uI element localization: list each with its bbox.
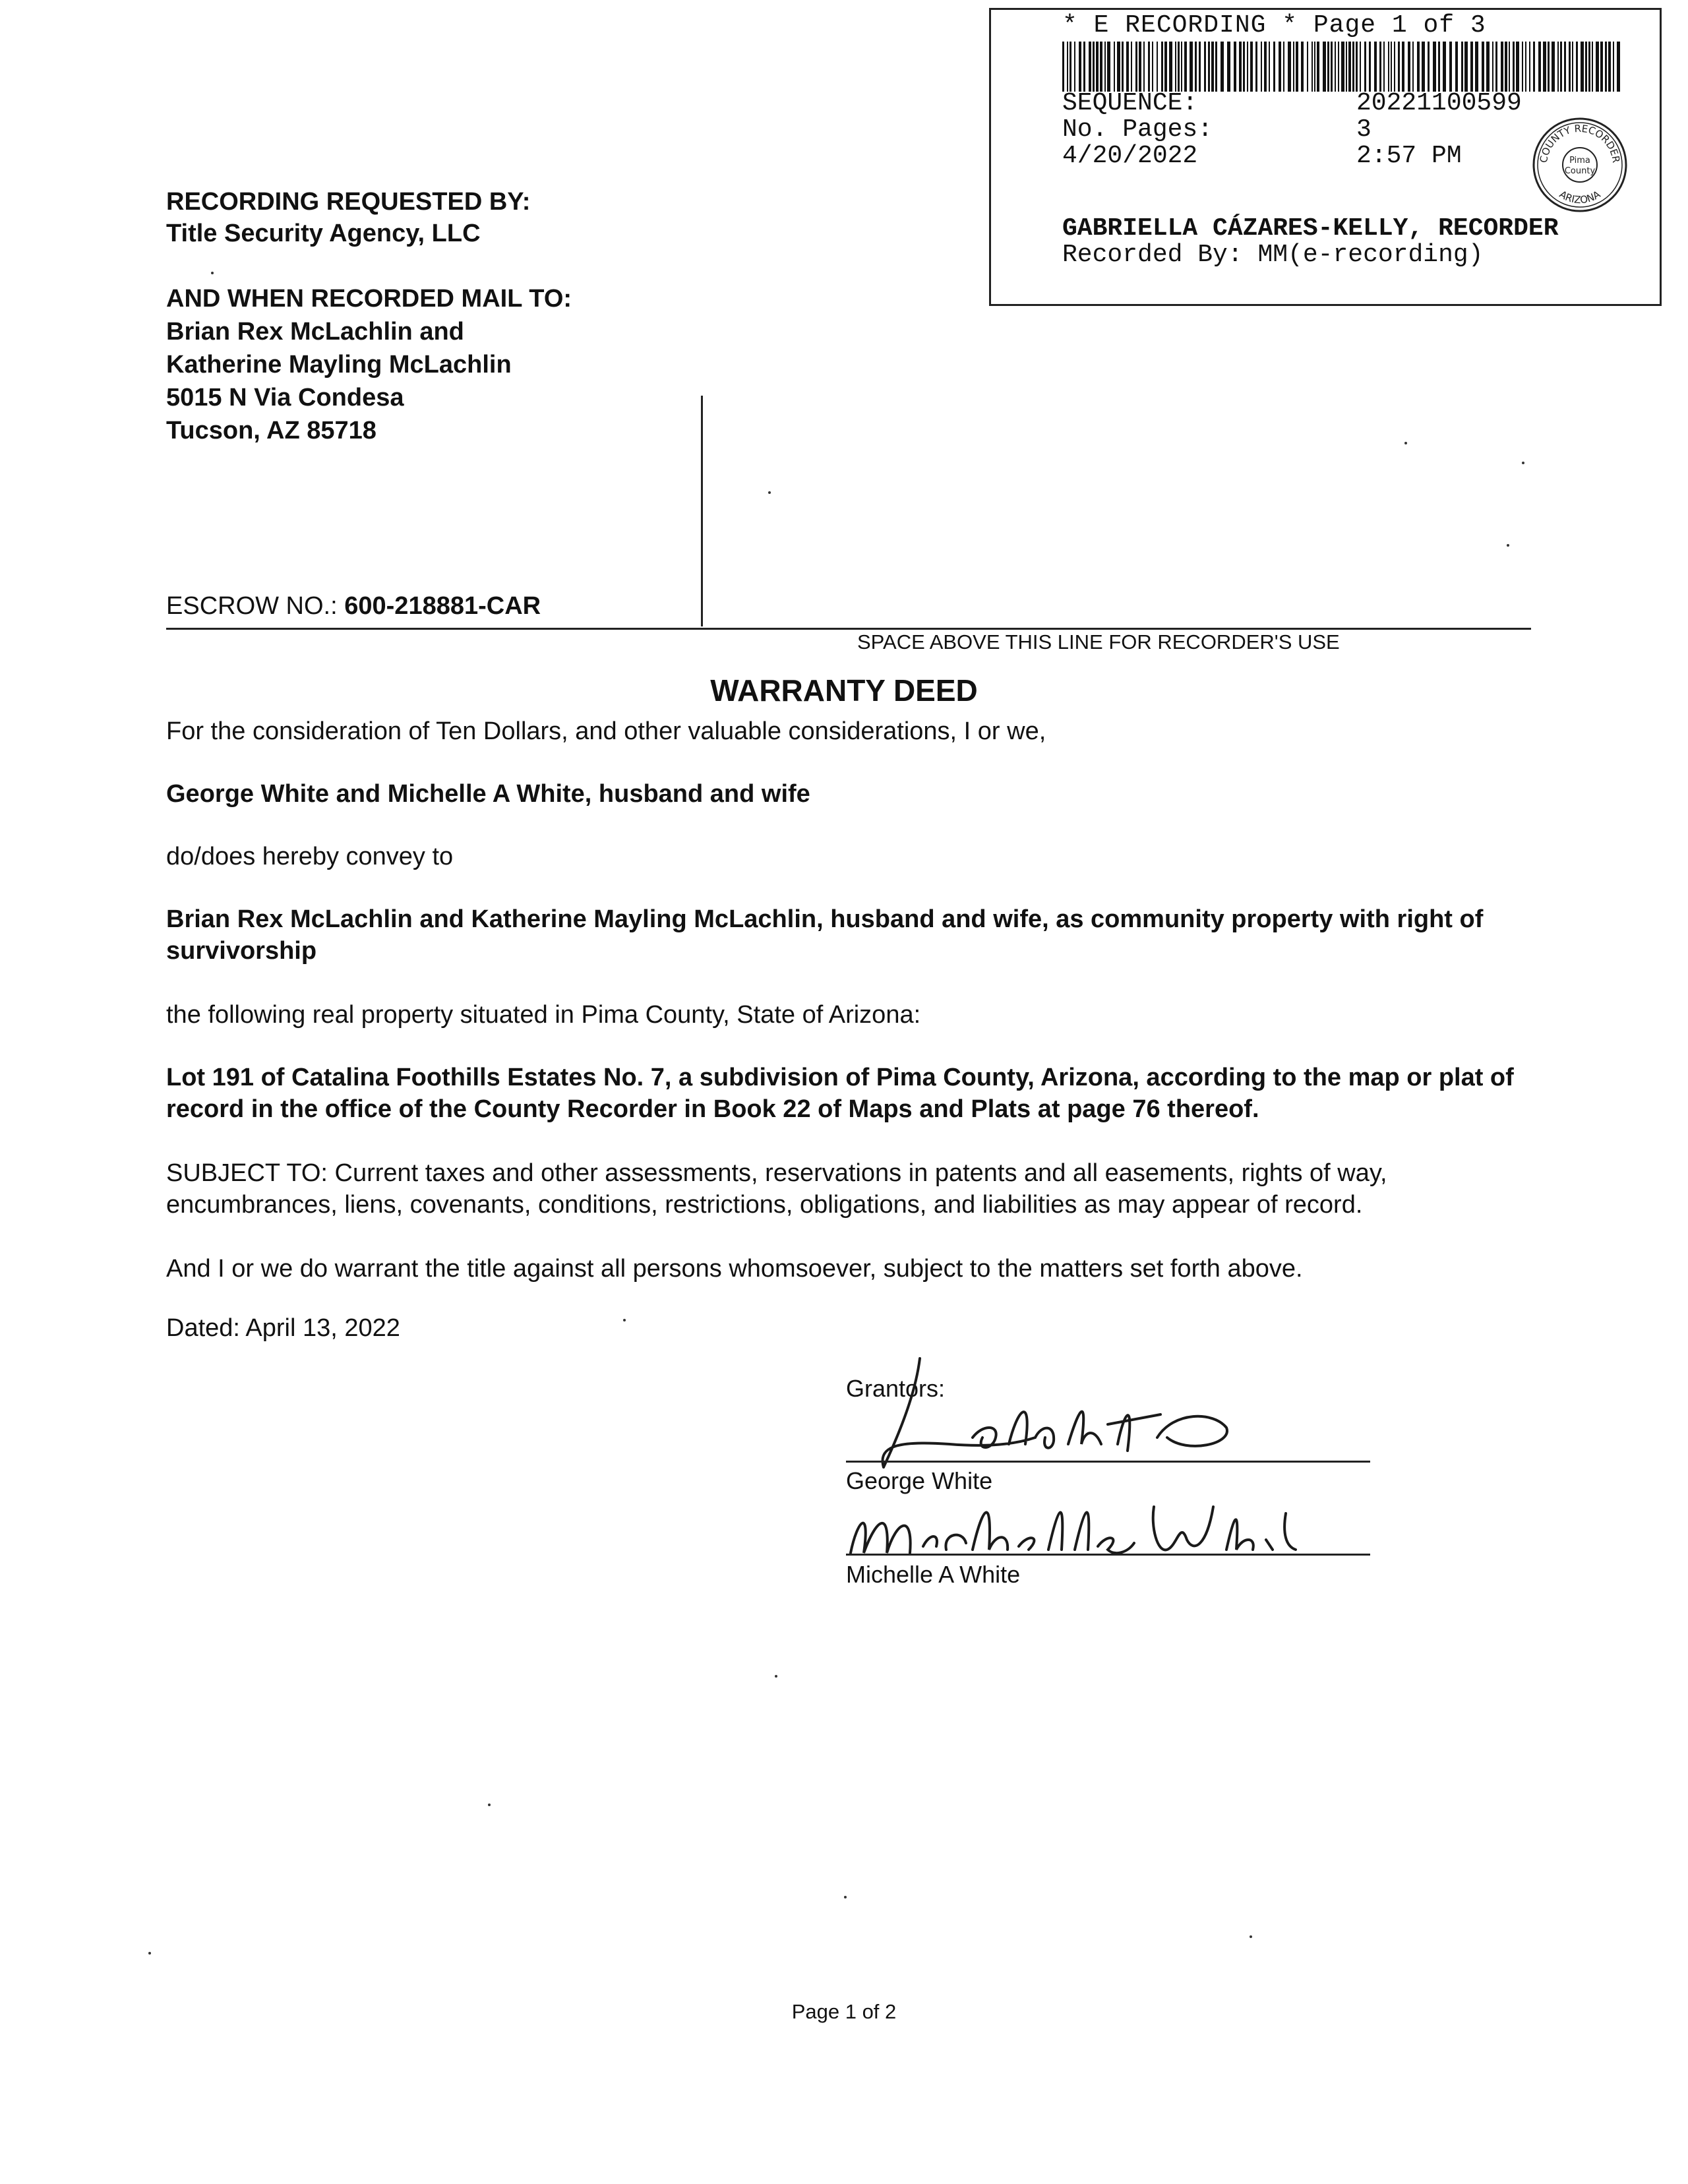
barcode-bar	[1293, 42, 1294, 92]
barcode-bar	[1356, 42, 1358, 92]
barcode-bar	[1428, 42, 1430, 92]
pages-label: No. Pages:	[1062, 115, 1213, 144]
barcode-bar	[1569, 42, 1571, 92]
barcode-bar	[1283, 42, 1284, 92]
barcode-bar	[1588, 42, 1590, 92]
signature-line-1	[846, 1461, 1370, 1463]
barcode-bar	[1126, 42, 1129, 92]
barcode	[1062, 42, 1624, 92]
barcode-bar	[1161, 42, 1163, 92]
barcode-bar	[1391, 42, 1392, 92]
barcode-bar	[1255, 42, 1257, 92]
barcode-bar	[1538, 42, 1541, 92]
scan-speck	[211, 272, 214, 274]
mail-to-label: AND WHEN RECORDED MAIL TO:	[166, 285, 572, 313]
barcode-bar	[1408, 42, 1410, 92]
barcode-bar	[1522, 42, 1523, 92]
barcode-bar	[1525, 42, 1526, 92]
county-recorder-seal	[1530, 115, 1629, 214]
barcode-bar	[1148, 42, 1150, 92]
barcode-bar	[1374, 42, 1377, 92]
barcode-bar	[1552, 42, 1555, 92]
michelle-white-signature	[831, 1480, 1306, 1569]
barcode-bar	[1264, 42, 1267, 92]
barcode-bar	[1100, 42, 1102, 92]
barcode-bar	[1062, 42, 1064, 92]
barcode-bar	[1501, 42, 1503, 92]
barcode-bar	[1307, 42, 1308, 92]
barcode-bar	[1227, 42, 1230, 92]
barcode-bar	[1383, 42, 1385, 92]
barcode-bar	[1184, 42, 1187, 92]
barcode-bar	[1301, 42, 1304, 92]
barcode-bar	[1157, 42, 1158, 92]
mail-to-line: 5015 N Via Condesa	[166, 384, 404, 411]
pages-value: 3	[1356, 115, 1372, 144]
mail-to-line: Katherine Mayling McLachlin	[166, 351, 512, 379]
barcode-bar	[1211, 42, 1214, 92]
barcode-bar	[1346, 42, 1347, 92]
barcode-bar	[1296, 42, 1298, 92]
barcode-bar	[1311, 42, 1313, 92]
scan-speck	[148, 1952, 151, 1955]
barcode-bar	[1576, 42, 1578, 92]
warranty-clause: And I or we do warrant the title against all persons whomsoever, subject to the matters set forth above.	[166, 1255, 1303, 1283]
barcode-bar	[1495, 42, 1497, 92]
barcode-bar	[1352, 42, 1354, 92]
barcode-bar	[1314, 42, 1315, 92]
barcode-bar	[1135, 42, 1137, 92]
mail-to-line: Brian Rex McLachlin and	[166, 318, 464, 346]
barcode-bar	[1067, 42, 1068, 92]
escrow-number	[166, 592, 541, 621]
barcode-bar	[1617, 42, 1620, 92]
signature-line-2	[846, 1554, 1370, 1556]
barcode-bar	[1327, 42, 1329, 92]
barcode-bar	[1331, 42, 1333, 92]
signer-name-george: George White	[846, 1467, 993, 1494]
barcode-bar	[1505, 42, 1507, 92]
barcode-bar	[1089, 42, 1091, 92]
barcode-bar	[1560, 42, 1562, 92]
barcode-bar	[1131, 42, 1132, 92]
scan-speck	[1522, 462, 1524, 464]
barcode-bar	[1433, 42, 1436, 92]
barcode-bar	[1438, 42, 1440, 92]
subject-to-clause: SUBJECT TO: Current taxes and other assessments, reservations in patents and all easements, rights of way, encumbrances, liens, covenants, conditions, restrictions, obligations, and liabilities as may appear of record.	[166, 1159, 1387, 1219]
barcode-bar	[1509, 42, 1510, 92]
recording-time: 2:57 PM	[1356, 142, 1462, 170]
barcode-bar	[1243, 42, 1245, 92]
barcode-bar	[1335, 42, 1336, 92]
barcode-bar	[1581, 42, 1584, 92]
property-location-clause: the following real property situated in Pima County, State of Arizona:	[166, 1001, 921, 1029]
barcode-bar	[1379, 42, 1381, 92]
svg-text:Pima: Pima	[1569, 156, 1590, 166]
barcode-bar	[1079, 42, 1081, 92]
scan-speck	[1507, 544, 1509, 547]
grantee-names: Brian Rex McLachlin and Katherine Mayling McLachlin, husband and wife, as community property with right of survivorship	[166, 905, 1484, 965]
barcode-bar	[1464, 42, 1468, 92]
barcode-bar	[1093, 42, 1095, 92]
barcode-bar	[1199, 42, 1201, 92]
requested-by-agency: Title Security Agency, LLC	[166, 220, 481, 247]
dated-line: Dated: April 13, 2022	[166, 1314, 400, 1342]
barcode-bar	[1234, 42, 1236, 92]
barcode-bar	[1348, 42, 1351, 92]
barcode-bar	[1279, 42, 1281, 92]
barcode-bar	[1247, 42, 1248, 92]
barcode-bar	[1470, 42, 1473, 92]
barcode-bar	[1369, 42, 1371, 92]
page-number: Page 1 of 2	[791, 2000, 897, 2023]
barcode-bar	[1394, 42, 1395, 92]
barcode-bar	[1455, 42, 1458, 92]
barcode-bar	[1516, 42, 1519, 92]
scan-speck	[775, 1675, 777, 1678]
barcode-bar	[1250, 42, 1253, 92]
sequence-value: 20221100599	[1356, 89, 1522, 117]
barcode-bar	[1398, 42, 1400, 92]
barcode-bar	[1164, 42, 1167, 92]
george-white-signature	[857, 1345, 1266, 1484]
barcode-bar	[1317, 42, 1319, 92]
consideration-clause: For the consideration of Ten Dollars, and other valuable considerations, I or we,	[166, 717, 1046, 745]
barcode-bar	[1070, 42, 1071, 92]
document-title: WARRANTY DEED	[710, 673, 978, 708]
barcode-bar	[1402, 42, 1404, 92]
signer-name-michelle: Michelle A White	[846, 1561, 1021, 1588]
barcode-bar	[1596, 42, 1599, 92]
barcode-bar	[1208, 42, 1210, 92]
barcode-bar	[1288, 42, 1291, 92]
recorded-by: Recorded By: MM(e-recording)	[1062, 241, 1484, 269]
barcode-bar	[1178, 42, 1180, 92]
barcode-bar	[1475, 42, 1478, 92]
barcode-bar	[1529, 42, 1530, 92]
barcode-bar	[1104, 42, 1106, 92]
barcode-bar	[1269, 42, 1270, 92]
barcode-bar	[1107, 42, 1110, 92]
conveyance-clause: do/does hereby convey to	[166, 843, 454, 870]
barcode-bar	[1341, 42, 1344, 92]
header-divider-vertical	[701, 396, 703, 626]
barcode-bar	[1417, 42, 1420, 92]
barcode-bar	[1204, 42, 1206, 92]
barcode-bar	[1114, 42, 1115, 92]
escrow-value: 600-218881-CAR	[344, 592, 541, 620]
barcode-bar	[1221, 42, 1224, 92]
recording-date: 4/20/2022	[1062, 142, 1198, 170]
barcode-bar	[1513, 42, 1515, 92]
scan-speck	[844, 1896, 847, 1898]
barcode-bar	[1360, 42, 1361, 92]
barcode-bar	[1139, 42, 1141, 92]
recorder-space-line	[166, 628, 1531, 630]
barcode-bar	[1388, 42, 1389, 92]
barcode-bar	[1338, 42, 1339, 92]
barcode-bar	[1181, 42, 1182, 92]
barcode-bar	[1543, 42, 1546, 92]
scan-speck	[1250, 1935, 1252, 1938]
barcode-bar	[1215, 42, 1217, 92]
barcode-bar	[1486, 42, 1490, 92]
barcode-bar	[1239, 42, 1242, 92]
barcode-bar	[1605, 42, 1607, 92]
barcode-bar	[1449, 42, 1452, 92]
barcode-bar	[1461, 42, 1463, 92]
grantors-label: Grantors:	[846, 1375, 946, 1402]
barcode-bar	[1364, 42, 1366, 92]
svg-text:ARIZONA: ARIZONA	[1557, 188, 1603, 206]
escrow-label: ESCROW NO.:	[166, 592, 338, 620]
barcode-bar	[1143, 42, 1145, 92]
barcode-bar	[1323, 42, 1326, 92]
scan-speck	[1404, 442, 1407, 444]
barcode-bar	[1169, 42, 1172, 92]
barcode-bar	[1585, 42, 1587, 92]
barcode-bar	[1608, 42, 1611, 92]
barcode-bar	[1412, 42, 1414, 92]
barcode-bar	[1261, 42, 1262, 92]
scan-speck	[768, 491, 771, 494]
scan-speck	[488, 1804, 491, 1806]
barcode-bar	[1572, 42, 1573, 92]
barcode-bar	[1613, 42, 1614, 92]
barcode-bar	[1482, 42, 1484, 92]
mail-to-line: Tucson, AZ 85718	[166, 417, 377, 444]
barcode-bar	[1152, 42, 1153, 92]
svg-text:COUNTY RECORDER: COUNTY RECORDER	[1537, 122, 1623, 164]
barcode-bar	[1122, 42, 1124, 92]
barcode-bar	[1195, 42, 1197, 92]
requested-by-label: RECORDING REQUESTED BY:	[166, 188, 531, 216]
barcode-bar	[1083, 42, 1085, 92]
sequence-label: SEQUENCE:	[1062, 89, 1198, 117]
barcode-bar	[1443, 42, 1446, 92]
barcode-bar	[1273, 42, 1275, 92]
recording-banner: * E RECORDING * Page 1 of 3	[1062, 11, 1486, 40]
recorder-name: GABRIELLA CÁZARES-KELLY, RECORDER	[1062, 214, 1559, 243]
barcode-bar	[1117, 42, 1120, 92]
svg-text:County: County	[1564, 166, 1596, 176]
barcode-bar	[1533, 42, 1535, 92]
barcode-bar	[1175, 42, 1176, 92]
barcode-bar	[1074, 42, 1075, 92]
barcode-bar	[1190, 42, 1193, 92]
scan-speck	[623, 1319, 626, 1321]
barcode-bar	[1557, 42, 1559, 92]
barcode-bar	[1592, 42, 1593, 92]
legal-description: Lot 191 of Catalina Foothills Estates No. 7, a subdivision of Pima County, Arizona, according to the map or plat of record in the office of the County Recorder in Book 22 of Maps and Plats at page 76 thereof.	[166, 1064, 1514, 1123]
recorder-use-notice: SPACE ABOVE THIS LINE FOR RECORDER'S USE	[857, 630, 1340, 653]
barcode-bar	[1096, 42, 1099, 92]
barcode-bar	[1422, 42, 1425, 92]
barcode-bar	[1548, 42, 1550, 92]
recorder-stamp-box	[989, 8, 1662, 306]
barcode-bar	[1564, 42, 1566, 92]
grantor-names: George White and Michelle A White, husband and wife	[166, 780, 810, 808]
barcode-bar	[1492, 42, 1493, 92]
barcode-bar	[1600, 42, 1603, 92]
